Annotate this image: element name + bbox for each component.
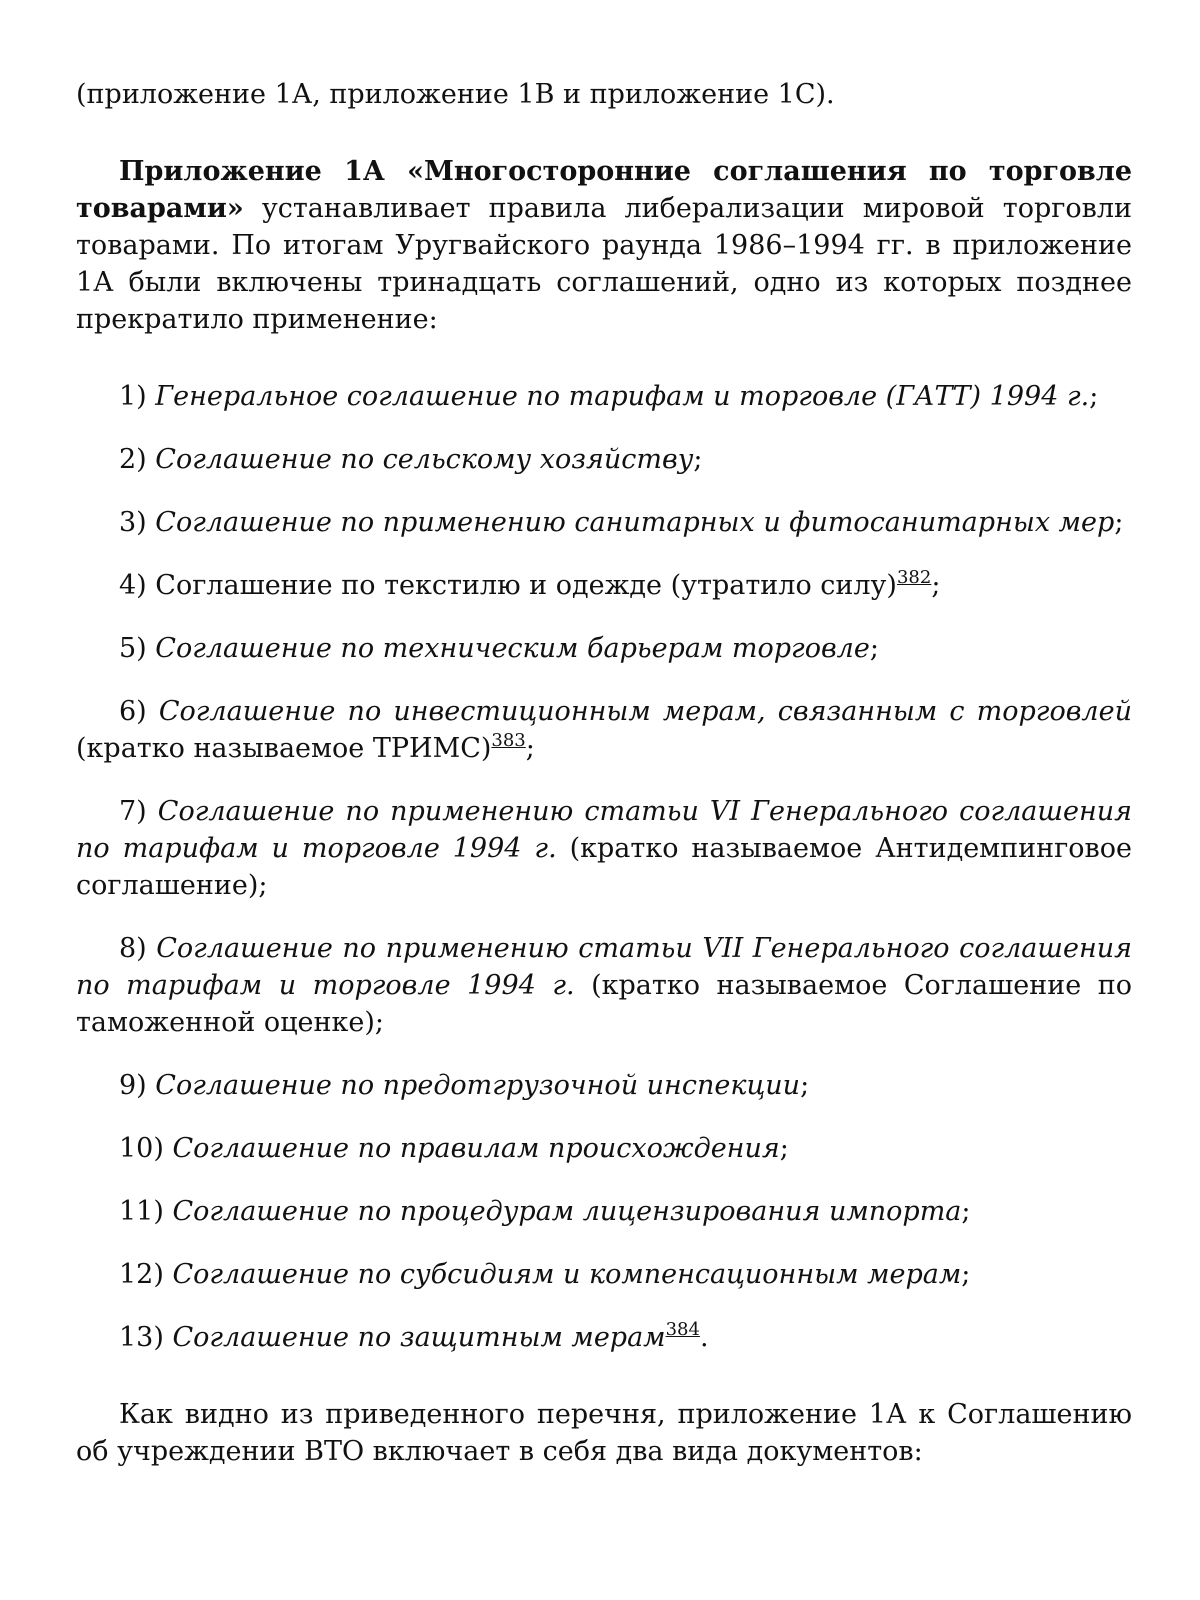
agreement-title: Соглашение по текстилю и одежде (утратило силу) <box>155 570 897 601</box>
agreement-title: Соглашение по применению санитарных и фитосанитарных мер <box>155 507 1115 538</box>
conclusion-paragraph: Как видно из приведенного перечня, приложение 1А к Соглашению об учреждении ВТО включает в себя два вида документов: <box>76 1399 1132 1467</box>
footnote-ref[interactable]: 383 <box>491 730 526 751</box>
item-rest: (кратко называемое Соглашение по таможенной оценке); <box>76 970 1132 1038</box>
item-end: . <box>699 1322 709 1353</box>
item-rest: ; <box>1089 381 1099 412</box>
item-number: 6) <box>119 696 159 727</box>
agreement-title: Соглашение по применению статьи VI Генерального соглашения по тарифам и торговле 1994 г. <box>76 796 1132 864</box>
document-page <box>76 76 1132 1470</box>
agreement-title: Соглашение по инвестиционным мерам, связанным с торговлей <box>158 696 1132 727</box>
item-end: ; <box>931 570 941 601</box>
agreement-title: Соглашение по защитным мерам <box>172 1322 666 1353</box>
item-number: 13) <box>119 1322 173 1353</box>
list-item-10 <box>76 1130 1132 1167</box>
agreement-title: Соглашение по процедурам лицензирования импорта <box>172 1196 962 1227</box>
list-item-3 <box>76 504 1132 541</box>
item-rest: ; <box>693 444 703 475</box>
agreement-title: Соглашение по субсидиям и компенсационным мерам <box>172 1259 962 1290</box>
footnote-ref[interactable]: 384 <box>665 1319 700 1340</box>
list-item-6 <box>76 693 1132 767</box>
item-rest: (кратко называемое ТРИМС) <box>76 733 492 764</box>
agreement-title: Соглашение по применению статьи VII Генерального соглашения по тарифам и торговле 1994 г. <box>76 933 1132 1001</box>
item-rest: ; <box>869 633 879 664</box>
item-number: 10) <box>119 1133 173 1164</box>
footnote-ref[interactable]: 382 <box>896 567 932 588</box>
item-number: 7) <box>119 796 158 827</box>
annex-1a-text: устанавливает правила либерализации мировой торговли товарами. По итогам Уругвайского раунда 1986–1994 гг. в приложение 1А были включены тринадцать соглашений, одно из которых позднее прекратило применение: <box>76 193 1132 335</box>
list-item-4 <box>76 567 1132 604</box>
agreement-title: Соглашение по техническим барьерам торговле <box>155 633 870 664</box>
list-item-13 <box>76 1319 1132 1356</box>
item-number: 5) <box>119 633 156 664</box>
item-end: ; <box>525 733 535 764</box>
item-number: 4) <box>119 570 156 601</box>
item-rest: ; <box>800 1070 810 1101</box>
list-item-11 <box>76 1193 1132 1230</box>
item-number: 12) <box>119 1259 173 1290</box>
list-item-9 <box>76 1067 1132 1104</box>
item-number: 9) <box>119 1070 156 1101</box>
list-item-5 <box>76 630 1132 667</box>
item-rest: ; <box>961 1196 971 1227</box>
list-item-7 <box>76 793 1132 904</box>
item-number: 3) <box>119 507 156 538</box>
item-number: 11) <box>119 1196 173 1227</box>
agreement-title: Генеральное соглашение по тарифам и торговле (ГАТТ) 1994 г. <box>155 381 1090 412</box>
intro-paragraph: (приложение 1А, приложение 1В и приложение 1С). <box>76 79 835 110</box>
list-item-8 <box>76 930 1132 1041</box>
item-rest: (кратко называемое Антидемпинговое соглашение); <box>76 833 1132 901</box>
list-item-1 <box>76 378 1132 415</box>
item-number: 2) <box>119 444 156 475</box>
agreement-title: Соглашение по правилам происхождения <box>172 1133 780 1164</box>
annex-1a-title: Приложение 1А «Многосторонние соглашения по торговле товарами» <box>76 156 1132 224</box>
list-item-12 <box>76 1256 1132 1293</box>
item-rest: ; <box>779 1133 789 1164</box>
agreement-title: Соглашение по сельскому хозяйству <box>155 444 694 475</box>
item-number: 8) <box>119 933 157 964</box>
item-rest: ; <box>961 1259 971 1290</box>
annex-1a-paragraph <box>76 153 1132 338</box>
item-number: 1) <box>119 381 156 412</box>
list-item-2 <box>76 441 1132 478</box>
agreement-title: Соглашение по предотгрузочной инспекции <box>155 1070 801 1101</box>
item-rest: ; <box>1114 507 1124 538</box>
